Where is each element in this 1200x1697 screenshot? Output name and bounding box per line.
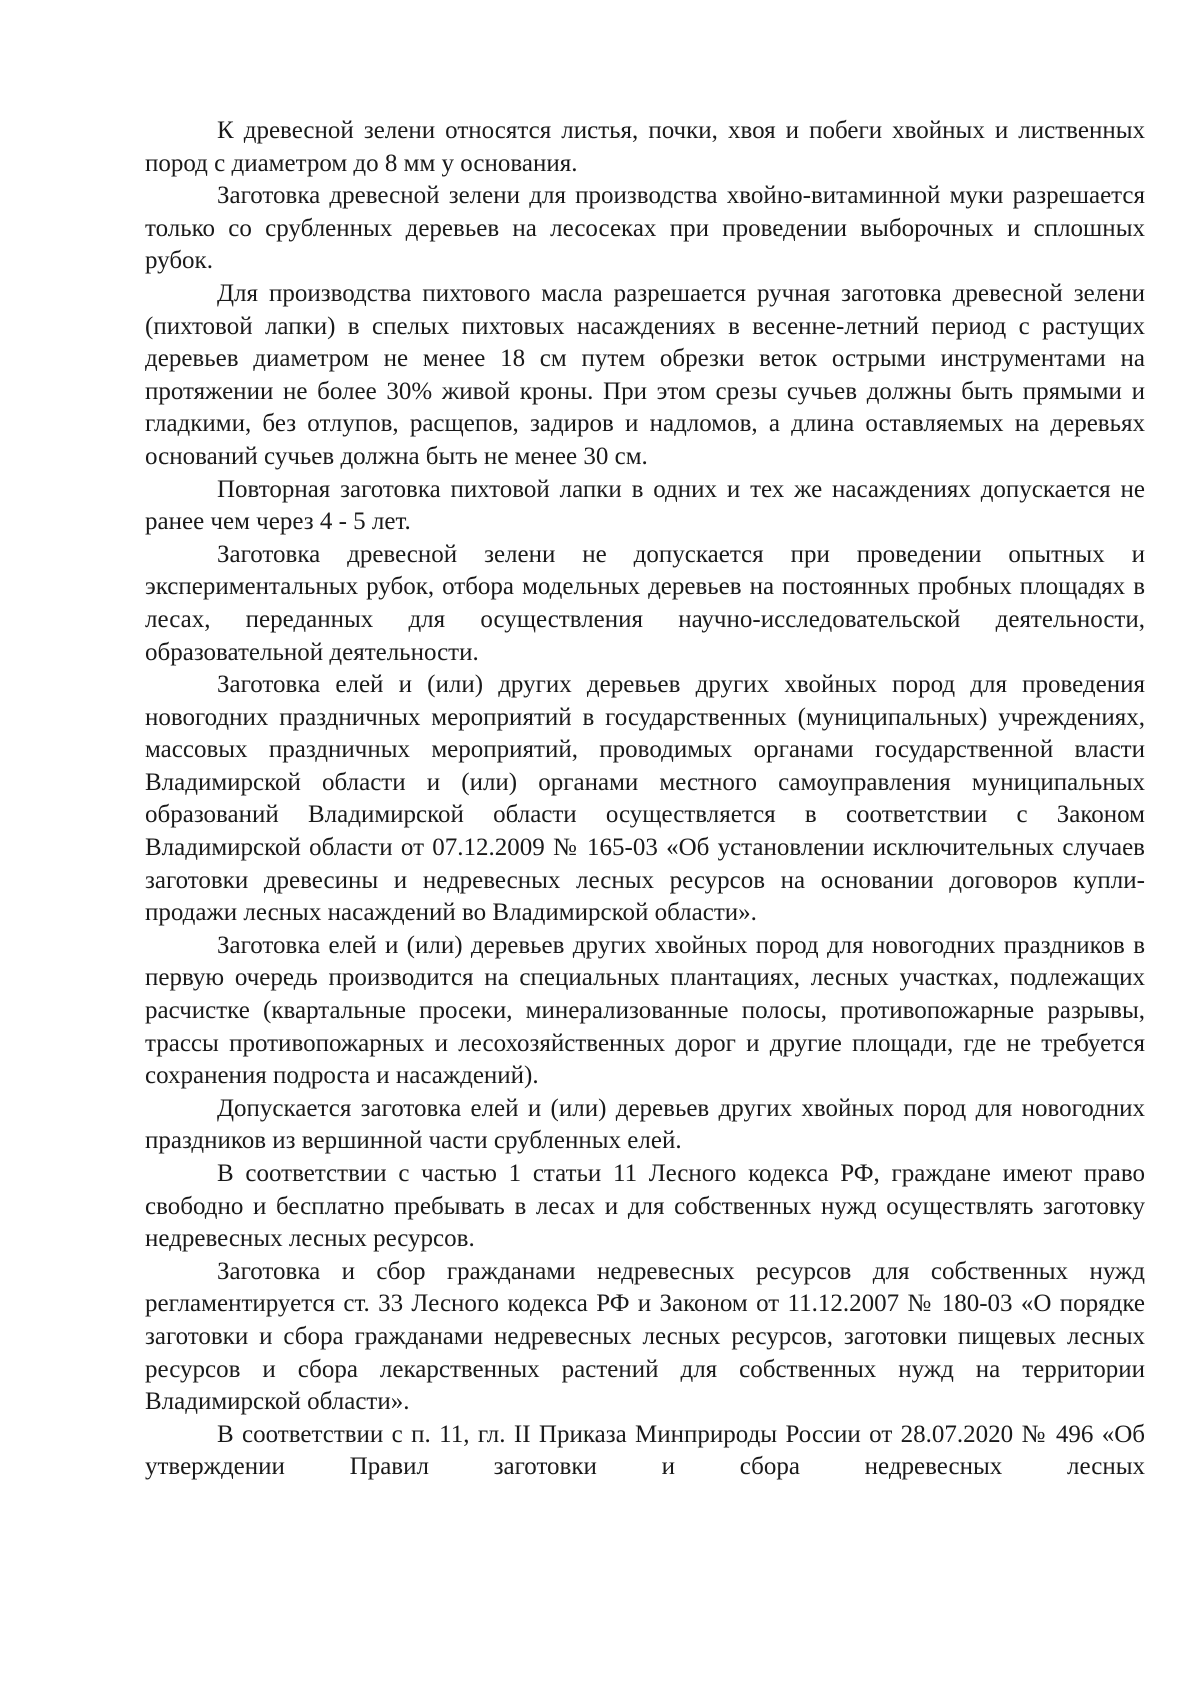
paragraph-3: Для производства пихтового масла разрешается ручная заготовка древесной зелени (пихтовой лапки) в спелых пихтовых насаждениях в весенне-летний период с растущих деревьев диаметром не менее 18 см путем обрезки веток острыми инструментами на протяжении не более 30% живой кроны. При этом срезы сучьев должны быть прямыми и гладкими, без отлупов, расщепов, задиров и надломов, а длина оставляемых на деревьях оснований сучьев должна быть не менее 30 см. — [145, 279, 1145, 470]
paragraph-4: Повторная заготовка пихтовой лапки в одних и тех же насаждениях допускается не ранее чем через 4 - 5 лет. — [145, 475, 1145, 536]
paragraph-6: Заготовка елей и (или) других деревьев других хвойных пород для проведения новогодних праздничных мероприятий в государственных (муниципальных) учреждениях, массовых праздничных мероприятий, проводимых органами государственной власти Владимирской области и (или) органами местного самоуправления муниципальных образований Владимирской области осуществляется в соответствии с Законом Владимирской области от 07.12.2009 № 165-03 «Об установлении исключительных случаев заготовки древесины и недревесных лесных ресурсов на основании договоров купли-продажи лесных насаждений во Владимирской области». — [145, 671, 1145, 927]
paragraph-10: Заготовка и сбор гражданами недревесных ресурсов для собственных нужд регламентируется ст. 33 Лесного кодекса РФ и Законом от 11.12.2007 № 180-03 «О порядке заготовки и сбора гражданами недревесных лесных ресурсов, заготовки пищевых лесных ресурсов и сбора лекарственных растений для собственных нужд на территории Владимирской области». — [145, 1257, 1145, 1416]
paragraph-5: Заготовка древесной зелени не допускается при проведении опытных и экспериментальных рубок, отбора модельных деревьев на постоянных пробных площадях в лесах, переданных для осуществления научно-исследовательской деятельности, образовательной деятельности. — [145, 540, 1145, 666]
paragraph-1: К древесной зелени относятся листья, почки, хвоя и побеги хвойных и лиственных пород с диаметром до 8 мм у основания. — [145, 117, 1145, 177]
paragraph-11: В соответствии с п. 11, гл. II Приказа Минприроды России от 28.07.2020 № 496 «Об утверждении Правил заготовки и сбора недревесных лесных — [145, 1420, 1145, 1481]
paragraph-2: Заготовка древесной зелени для производства хвойно-витаминной муки разрешается только со срубленных деревьев на лесосеках при проведении выборочных и сплошных рубок. — [145, 182, 1145, 275]
paragraph-9: В соответствии с частью 1 статьи 11 Лесного кодекса РФ, граждане имеют право свободно и бесплатно пребывать в лесах и для собственных нужд осуществлять заготовку недревесных лесных ресурсов. — [145, 1160, 1145, 1253]
paragraph-8: Допускается заготовка елей и (или) деревьев других хвойных пород для новогодних праздников из вершинной части срубленных елей. — [145, 1094, 1145, 1155]
paragraph-7: Заготовка елей и (или) деревьев других хвойных пород для новогодних праздников в первую очередь производится на специальных плантациях, лесных участках, подлежащих расчистке (квартальные просеки, минерализованные полосы, противопожарные разрывы, трассы противопожарных и лесохозяйственных дорог и другие площади, где не требуется сохранения подроста и насаждений). — [145, 931, 1145, 1090]
document-page — [145, 115, 1145, 1484]
